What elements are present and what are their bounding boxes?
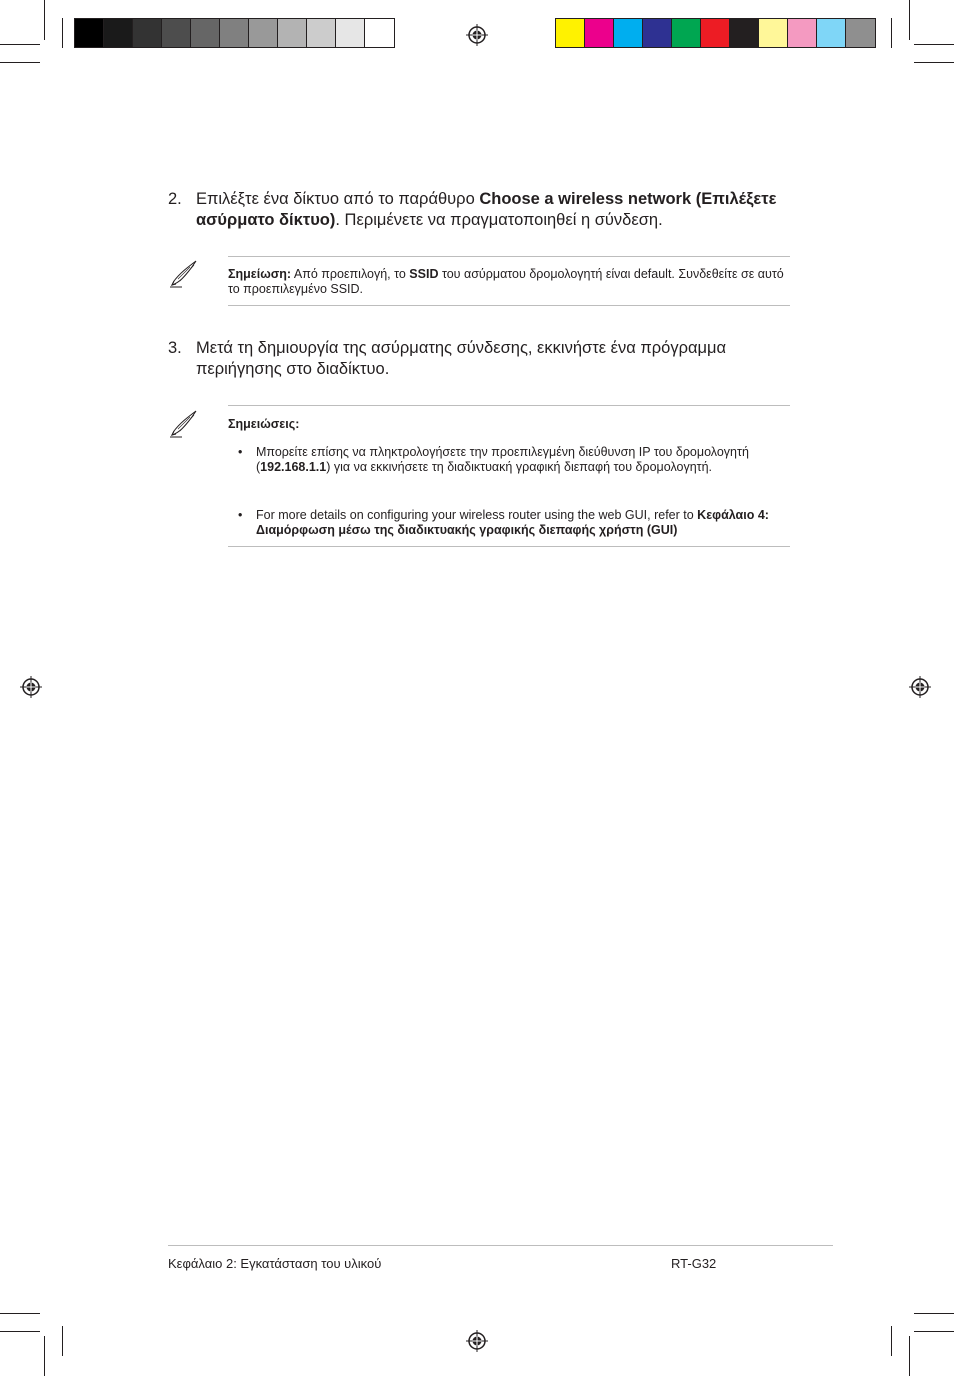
color-swatch xyxy=(614,19,643,47)
note-item-2 xyxy=(256,508,786,537)
color-swatch xyxy=(730,19,759,47)
color-swatch xyxy=(191,19,220,47)
color-swatch xyxy=(133,19,162,47)
bullet: • xyxy=(238,445,243,459)
color-swatch xyxy=(672,19,701,47)
step-text: Μετά τη δημιουργία της ασύρματης σύνδεσης, εκκινήστε ένα πρόγραμμα περιήγησης στο διαδίκτυο. xyxy=(196,339,727,378)
footer-divider xyxy=(168,1245,833,1246)
window-name: Choose a wireless network (Επιλέξετε ασύρματο δίκτυο) xyxy=(196,190,777,229)
grayscale-color-bar xyxy=(74,18,395,48)
color-swatch xyxy=(365,19,394,47)
crop-mark xyxy=(0,1313,40,1314)
chapter-reference: Κεφάλαιο 4: Διαμόρφωση μέσω της διαδικτυακής γραφικής διεπαφής χρήστη (GUI) xyxy=(256,508,769,537)
registration-mark-icon xyxy=(466,24,488,46)
crop-mark xyxy=(914,1313,954,1314)
note-text xyxy=(228,267,788,296)
registration-mark-icon xyxy=(909,676,931,698)
step-text xyxy=(196,189,796,231)
notes-label: Σημειώσεις: xyxy=(228,417,300,431)
crop-mark xyxy=(0,62,40,63)
color-swatch xyxy=(220,19,249,47)
color-swatch xyxy=(759,19,788,47)
crop-mark xyxy=(914,44,954,45)
step-text-part: Επιλέξτε ένα δίκτυο από το παράθυρο xyxy=(196,190,480,208)
note-box xyxy=(228,256,790,306)
crop-mark xyxy=(44,0,45,40)
color-swatch xyxy=(307,19,336,47)
step-text-part: . Περιμένετε να πραγματοποιηθεί η σύνδεση. xyxy=(335,211,663,229)
note-pen-icon xyxy=(168,407,200,439)
bullet: • xyxy=(238,508,243,522)
step-number: 2. xyxy=(168,190,182,208)
color-swatch xyxy=(846,19,875,47)
note-text-part: Από προεπιλογή, το xyxy=(291,267,410,281)
crop-mark xyxy=(62,18,63,48)
color-swatch xyxy=(643,19,672,47)
color-swatch xyxy=(701,19,730,47)
note-item-1 xyxy=(256,445,786,474)
color-swatch xyxy=(817,19,846,47)
ssid-term: SSID xyxy=(409,267,439,281)
color-swatch xyxy=(162,19,191,47)
footer-chapter: Κεφάλαιο 2: Εγκατάσταση του υλικού xyxy=(168,1256,382,1271)
color-swatch xyxy=(336,19,365,47)
note-text-part: For more details on configuring your wireless router using the web GUI, refer to xyxy=(256,508,698,522)
note-label: Σημείωση: xyxy=(228,267,292,281)
color-swatch xyxy=(788,19,817,47)
registration-mark-icon xyxy=(466,1330,488,1352)
crop-mark xyxy=(914,62,954,63)
step-number: 3. xyxy=(168,339,182,357)
crop-mark xyxy=(62,1326,63,1356)
crop-mark xyxy=(891,18,892,48)
process-color-bar xyxy=(555,18,876,48)
ip-address: 192.168.1.1 xyxy=(260,459,327,474)
crop-mark xyxy=(891,1326,892,1356)
note-text-part: Μπορείτε επίσης να πληκτρολογήσετε την προεπιλεγμένη διεύθυνση IP του δρομολογητή ( xyxy=(256,445,749,474)
registration-mark-icon xyxy=(20,676,42,698)
crop-mark xyxy=(909,1336,910,1376)
crop-mark xyxy=(909,0,910,40)
notes-box xyxy=(228,405,790,547)
note-text-part: του ασύρματου δρομολογητή είναι default. Συνδεθείτε σε αυτό το προεπιλεγμένο SSID. xyxy=(228,267,784,296)
note-text-part: ) για να εκκινήσετε τη διαδικτυακή γραφική διεπαφή του δρομολογητή. xyxy=(326,459,713,474)
color-swatch xyxy=(104,19,133,47)
color-swatch xyxy=(556,19,585,47)
footer-model: RT-G32 xyxy=(671,1256,717,1271)
crop-mark xyxy=(0,1331,40,1332)
crop-mark xyxy=(0,44,40,45)
crop-mark xyxy=(44,1336,45,1376)
color-swatch xyxy=(278,19,307,47)
crop-mark xyxy=(914,1331,954,1332)
color-swatch xyxy=(75,19,104,47)
color-swatch xyxy=(249,19,278,47)
note-pen-icon xyxy=(168,257,200,289)
color-swatch xyxy=(585,19,614,47)
